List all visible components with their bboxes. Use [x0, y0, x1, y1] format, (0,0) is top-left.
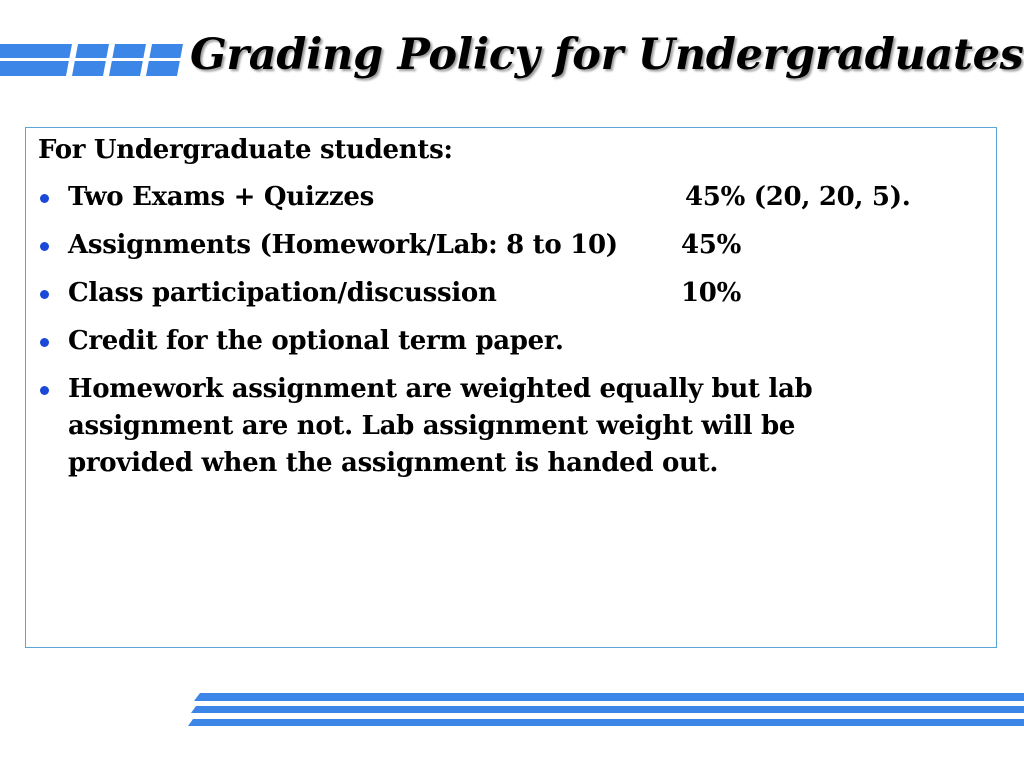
bullet-text: Two Exams + Quizzes	[68, 182, 374, 212]
bullet-value: 45% (20, 20, 5).	[685, 182, 911, 212]
bullet-text: Assignments (Homework/Lab: 8 to 10)	[68, 230, 618, 260]
bullet-dot-icon	[40, 386, 49, 395]
bullet-value: 10%	[681, 278, 741, 308]
bottom-stripe-line	[191, 706, 1024, 713]
bullet-item-term-paper	[26, 323, 966, 360]
bullet-list	[26, 179, 966, 493]
intro-text: For Undergraduate students:	[38, 135, 453, 165]
bullet-dot-icon	[40, 194, 49, 203]
bullet-item-participation	[26, 275, 966, 312]
bottom-stripes-decoration	[188, 690, 1024, 730]
bullet-item-exams	[26, 179, 966, 216]
bullet-dot-icon	[40, 290, 49, 299]
bullet-value: 45%	[681, 230, 741, 260]
title-stripes-decoration	[0, 40, 190, 80]
slide-title: Grading Policy for Undergraduates	[190, 30, 1024, 80]
bullet-item-assignments	[26, 227, 966, 264]
bullet-item-homework-weighting	[26, 371, 966, 482]
bullet-text: Homework assignment are weighted equally but lab assignment are not. Lab assignment weight will be provided when the assignment is handed out.	[68, 374, 813, 478]
bullet-dot-icon	[40, 242, 49, 251]
bottom-stripe-line	[188, 719, 1024, 726]
bullet-text: Credit for the optional term paper.	[68, 326, 564, 356]
bullet-dot-icon	[40, 338, 49, 347]
content-box	[25, 127, 997, 648]
bullet-text: Class participation/discussion	[68, 278, 497, 308]
title-stripe-line	[0, 58, 185, 61]
bottom-stripe-line	[194, 693, 1024, 701]
